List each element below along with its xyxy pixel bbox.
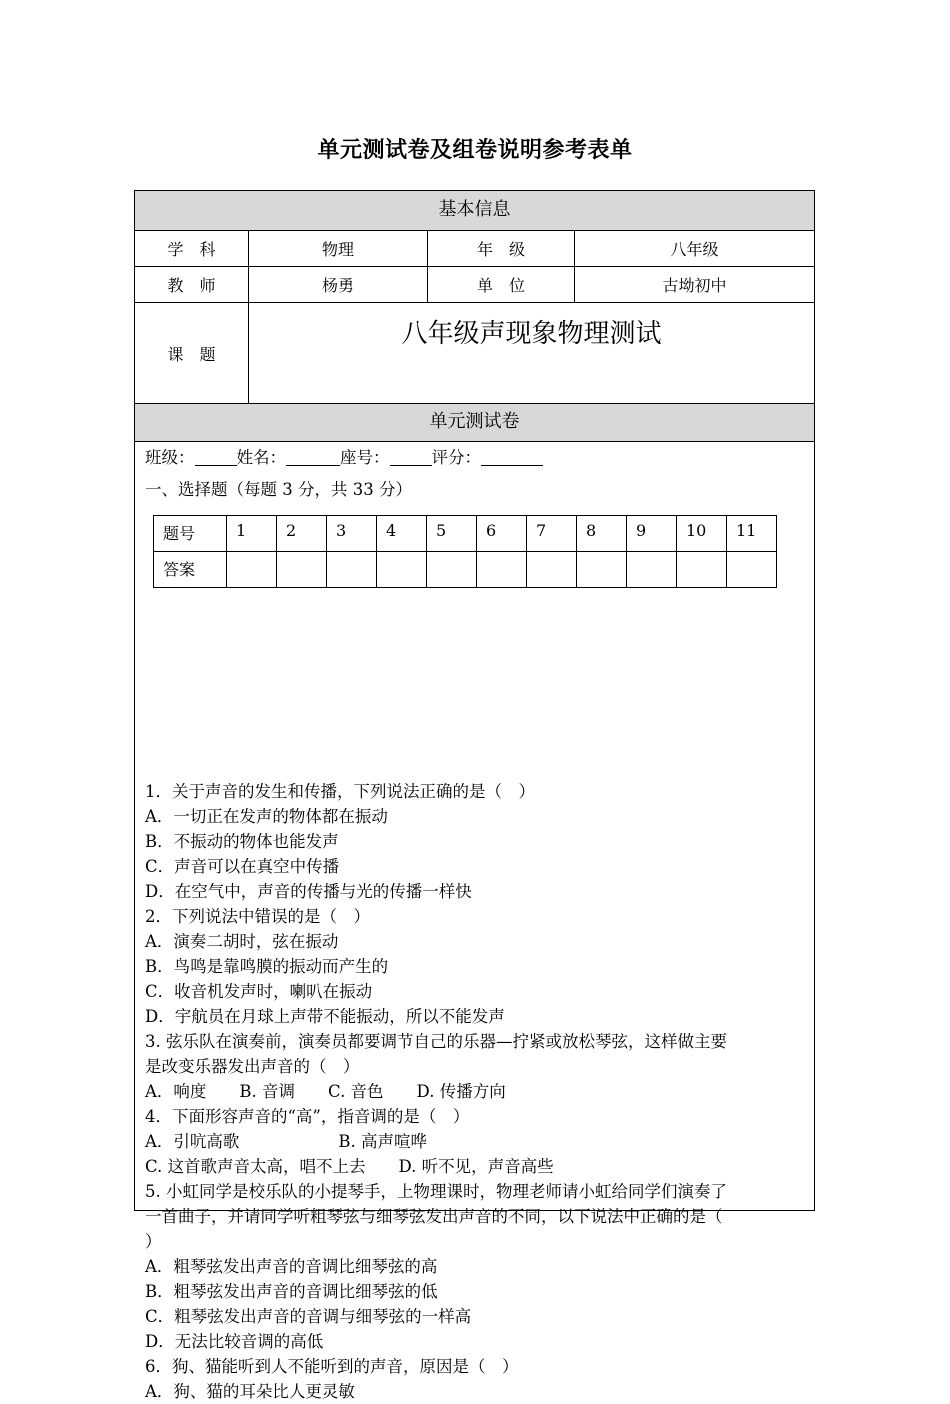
test-header: 单元测试卷 bbox=[135, 404, 814, 442]
answer-cell[interactable] bbox=[577, 552, 627, 588]
question-line: A．粗琴弦发出声音的音调比细琴弦的高 bbox=[145, 1257, 438, 1276]
question-number-cell: 4 bbox=[377, 516, 427, 552]
seat-blank bbox=[390, 449, 432, 466]
question-line: ） bbox=[145, 1232, 162, 1251]
answer-cell[interactable] bbox=[727, 552, 777, 588]
topic-label: 课 题 bbox=[167, 344, 216, 364]
question-line: A．狗、猫的耳朵比人更灵敏 bbox=[145, 1382, 355, 1401]
teacher-row bbox=[135, 267, 814, 303]
question-number-cell: 10 bbox=[677, 516, 727, 552]
score-label: 评分： bbox=[431, 448, 481, 467]
answer-table bbox=[153, 515, 777, 588]
question-line: C．粗琴弦发出声音的音调与细琴弦的一样高 bbox=[145, 1307, 472, 1326]
question-number-cell: 8 bbox=[577, 516, 627, 552]
basic-info-header: 基本信息 bbox=[135, 191, 814, 231]
name-blank bbox=[286, 449, 340, 466]
question-line: C．收音机发声时，喇叭在振动 bbox=[145, 982, 373, 1001]
question-line: 4．下面形容声音的“高”，指音调的是（ ） bbox=[145, 1107, 470, 1126]
question-line: D．在空气中，声音的传播与光的传播一样快 bbox=[145, 882, 472, 901]
question-number-cell: 1 bbox=[227, 516, 277, 552]
question-line: B．不振动的物体也能发声 bbox=[145, 832, 339, 851]
section-title: 一、选择题（每题 3 分，共 33 分） bbox=[145, 480, 412, 499]
question-line: C．声音可以在真空中传播 bbox=[145, 857, 340, 876]
answer-cell[interactable] bbox=[427, 552, 477, 588]
question-line: D．宇航员在月球上声带不能振动，所以不能发声 bbox=[145, 1007, 505, 1026]
question-number-cell: 3 bbox=[327, 516, 377, 552]
grade-label: 年 级 bbox=[427, 231, 574, 266]
student-info-line bbox=[145, 445, 810, 470]
question-number-cell: 5 bbox=[427, 516, 477, 552]
answer-row bbox=[154, 552, 777, 588]
topic-row bbox=[135, 303, 814, 404]
answer-cell[interactable] bbox=[277, 552, 327, 588]
answer-label: 答案 bbox=[154, 552, 227, 588]
answer-cell[interactable] bbox=[677, 552, 727, 588]
question-line: D．无法比较音调的高低 bbox=[145, 1332, 324, 1351]
question-line: 5. 小虹同学是校乐队的小提琴手，上物理课时，物理老师请小虹给同学们演奏了 bbox=[145, 1182, 727, 1201]
answer-cell[interactable] bbox=[477, 552, 527, 588]
question-line: A．引吭高歌 B. 高声喧哗 bbox=[145, 1132, 428, 1151]
question-number-cell: 9 bbox=[627, 516, 677, 552]
subject-label: 学 科 bbox=[167, 240, 216, 259]
question-line: B．粗琴弦发出声音的音调比细琴弦的低 bbox=[145, 1282, 438, 1301]
question-line: 2．下列说法中错误的是（ ） bbox=[145, 907, 370, 926]
question-line: 是改变乐器发出声音的（ ） bbox=[145, 1057, 360, 1076]
class-blank bbox=[195, 449, 237, 466]
score-blank bbox=[481, 449, 543, 466]
class-label: 班级： bbox=[145, 448, 195, 467]
question-line: A．演奏二胡时，弦在振动 bbox=[145, 932, 339, 951]
grade-value: 八年级 bbox=[574, 231, 814, 266]
subject-row bbox=[135, 231, 814, 267]
seat-label: 座号： bbox=[340, 448, 390, 467]
answer-cell[interactable] bbox=[527, 552, 577, 588]
question-line: 1．关于声音的发生和传播，下列说法正确的是（ ） bbox=[145, 782, 535, 801]
question-number-cell: 6 bbox=[477, 516, 527, 552]
question-number-cell: 7 bbox=[527, 516, 577, 552]
question-number-label: 题号 bbox=[154, 516, 227, 552]
question-number-cell: 2 bbox=[277, 516, 327, 552]
teacher-value: 杨勇 bbox=[248, 267, 427, 302]
question-line: 3. 弦乐队在演奏前，演奏员都要调节自己的乐器—拧紧或放松琴弦，这样做主要 bbox=[145, 1032, 727, 1051]
question-number-cell: 11 bbox=[727, 516, 777, 552]
name-label: 姓名： bbox=[236, 448, 286, 467]
answer-cell[interactable] bbox=[227, 552, 277, 588]
unit-value: 古坳初中 bbox=[574, 267, 814, 302]
form-table bbox=[134, 190, 815, 1401]
answer-cell[interactable] bbox=[627, 552, 677, 588]
question-line: 6．狗、猫能听到人不能听到的声音，原因是（ ） bbox=[145, 1357, 519, 1376]
answer-cell[interactable] bbox=[377, 552, 427, 588]
question-number-row bbox=[154, 516, 777, 552]
topic-value: 八年级声现象物理测试 bbox=[248, 303, 814, 403]
answer-cell[interactable] bbox=[327, 552, 377, 588]
page-title: 单元测试卷及组卷说明参考表单 bbox=[317, 138, 633, 163]
question-line: A．响度 B. 音调 C. 音色 D. 传播方向 bbox=[145, 1082, 506, 1101]
subject-value: 物理 bbox=[248, 231, 427, 266]
question-line: B．鸟鸣是靠鸣膜的振动而产生的 bbox=[145, 957, 389, 976]
teacher-label: 教 师 bbox=[167, 276, 216, 295]
question-line: 一首曲子，并请同学听粗琴弦与细琴弦发出声音的不同，以下说法中正确的是（ bbox=[145, 1207, 723, 1226]
unit-label: 单 位 bbox=[427, 267, 574, 302]
question-line: C. 这首歌声音太高，唱不上去 D. 听不见，声音高些 bbox=[145, 1157, 554, 1176]
question-line: A．一切正在发声的物体都在振动 bbox=[145, 807, 388, 826]
